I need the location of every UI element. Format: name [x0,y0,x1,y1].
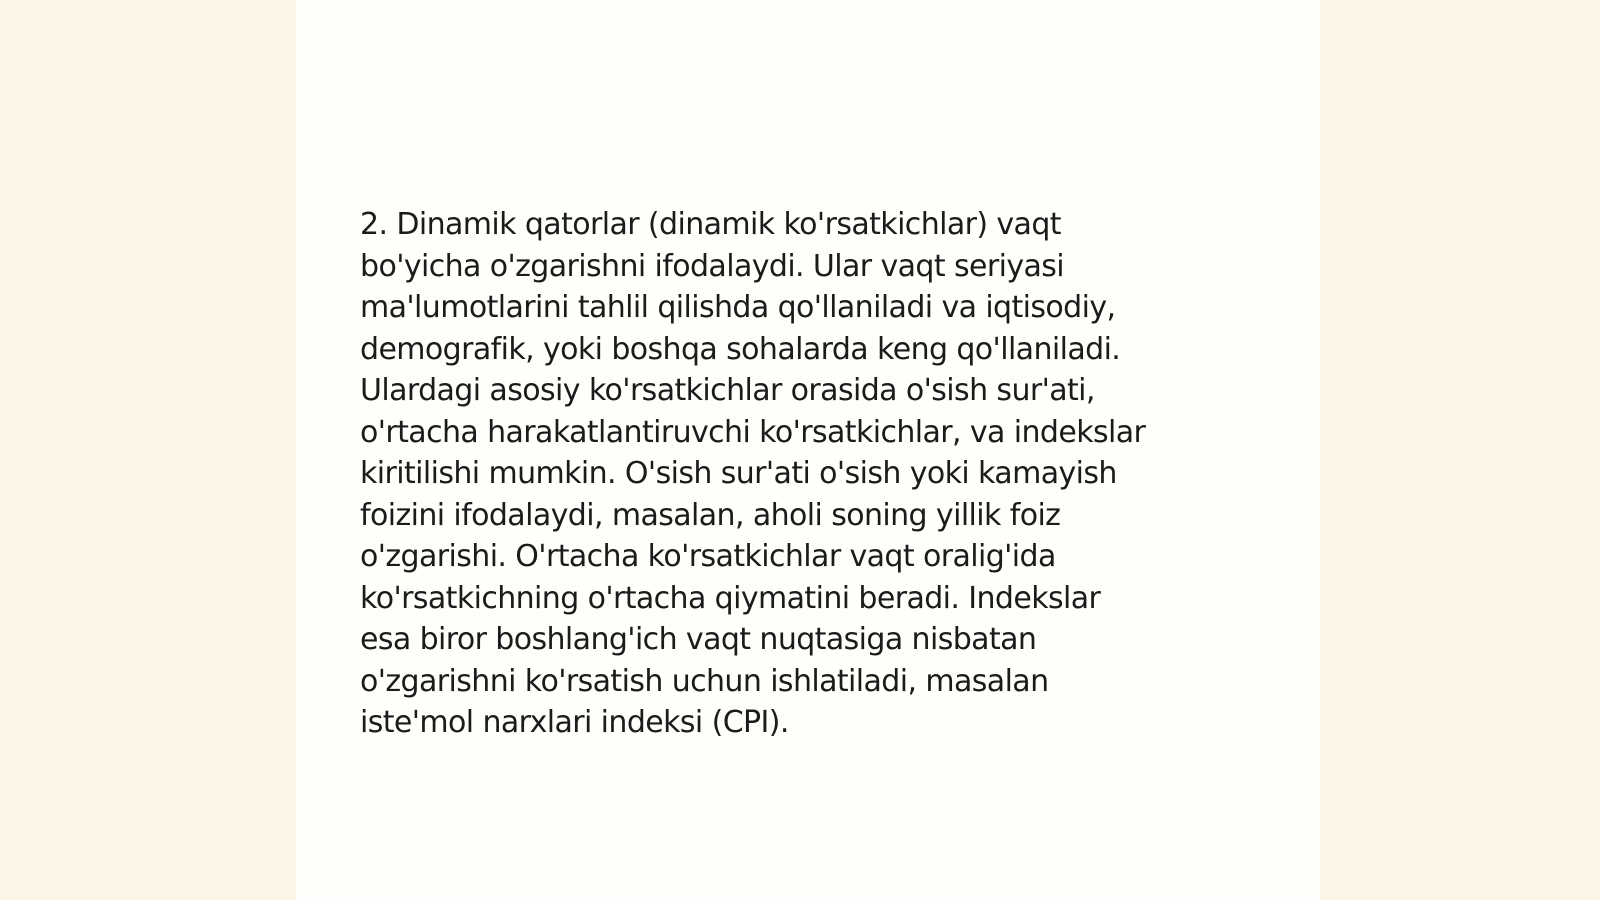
text-line: o'zgarishi. O'rtacha ko'rsatkichlar vaqt oralig'ida [360,539,1056,574]
text-line: o'zgarishni ko'rsatish uchun ishlatiladi, masalan [360,663,1049,699]
right-margin [1320,0,1600,900]
text-line: iste'mol narxlari indeksi (CPI). [360,705,789,740]
text-line: ma'lumotlarini tahlil qilishda qo'llaniladi va iqtisodiy, [360,290,1116,325]
text-line: esa biror boshlang'ich vaqt nuqtasiga nisbatan [360,622,1037,657]
text-line: o'rtacha harakatlantiruvchi ko'rsatkichlar, va indekslar [360,414,1146,450]
text-line: bo'yicha o'zgarishni ifodalaydi. Ular vaqt seriyasi [360,248,1065,284]
text-line: foizini ifodalaydi, masalan, aholi soning yillik foiz [360,497,1061,533]
slide-body-text [360,204,1260,744]
slide-canvas [296,0,1320,900]
text-line: kiritilishi mumkin. O'sish sur'ati o'sish yoki kamayish [360,456,1117,491]
text-line: ko'rsatkichning o'rtacha qiymatini beradi. Indekslar [360,580,1101,616]
left-margin [0,0,296,900]
text-line: demografik, yoki boshqa sohalarda keng qo'llaniladi. [360,331,1121,367]
text-line: 2. Dinamik qatorlar (dinamik ko'rsatkichlar) vaqt [360,207,1061,242]
text-line: Ulardagi asosiy ko'rsatkichlar orasida o'sish sur'ati, [360,373,1095,408]
